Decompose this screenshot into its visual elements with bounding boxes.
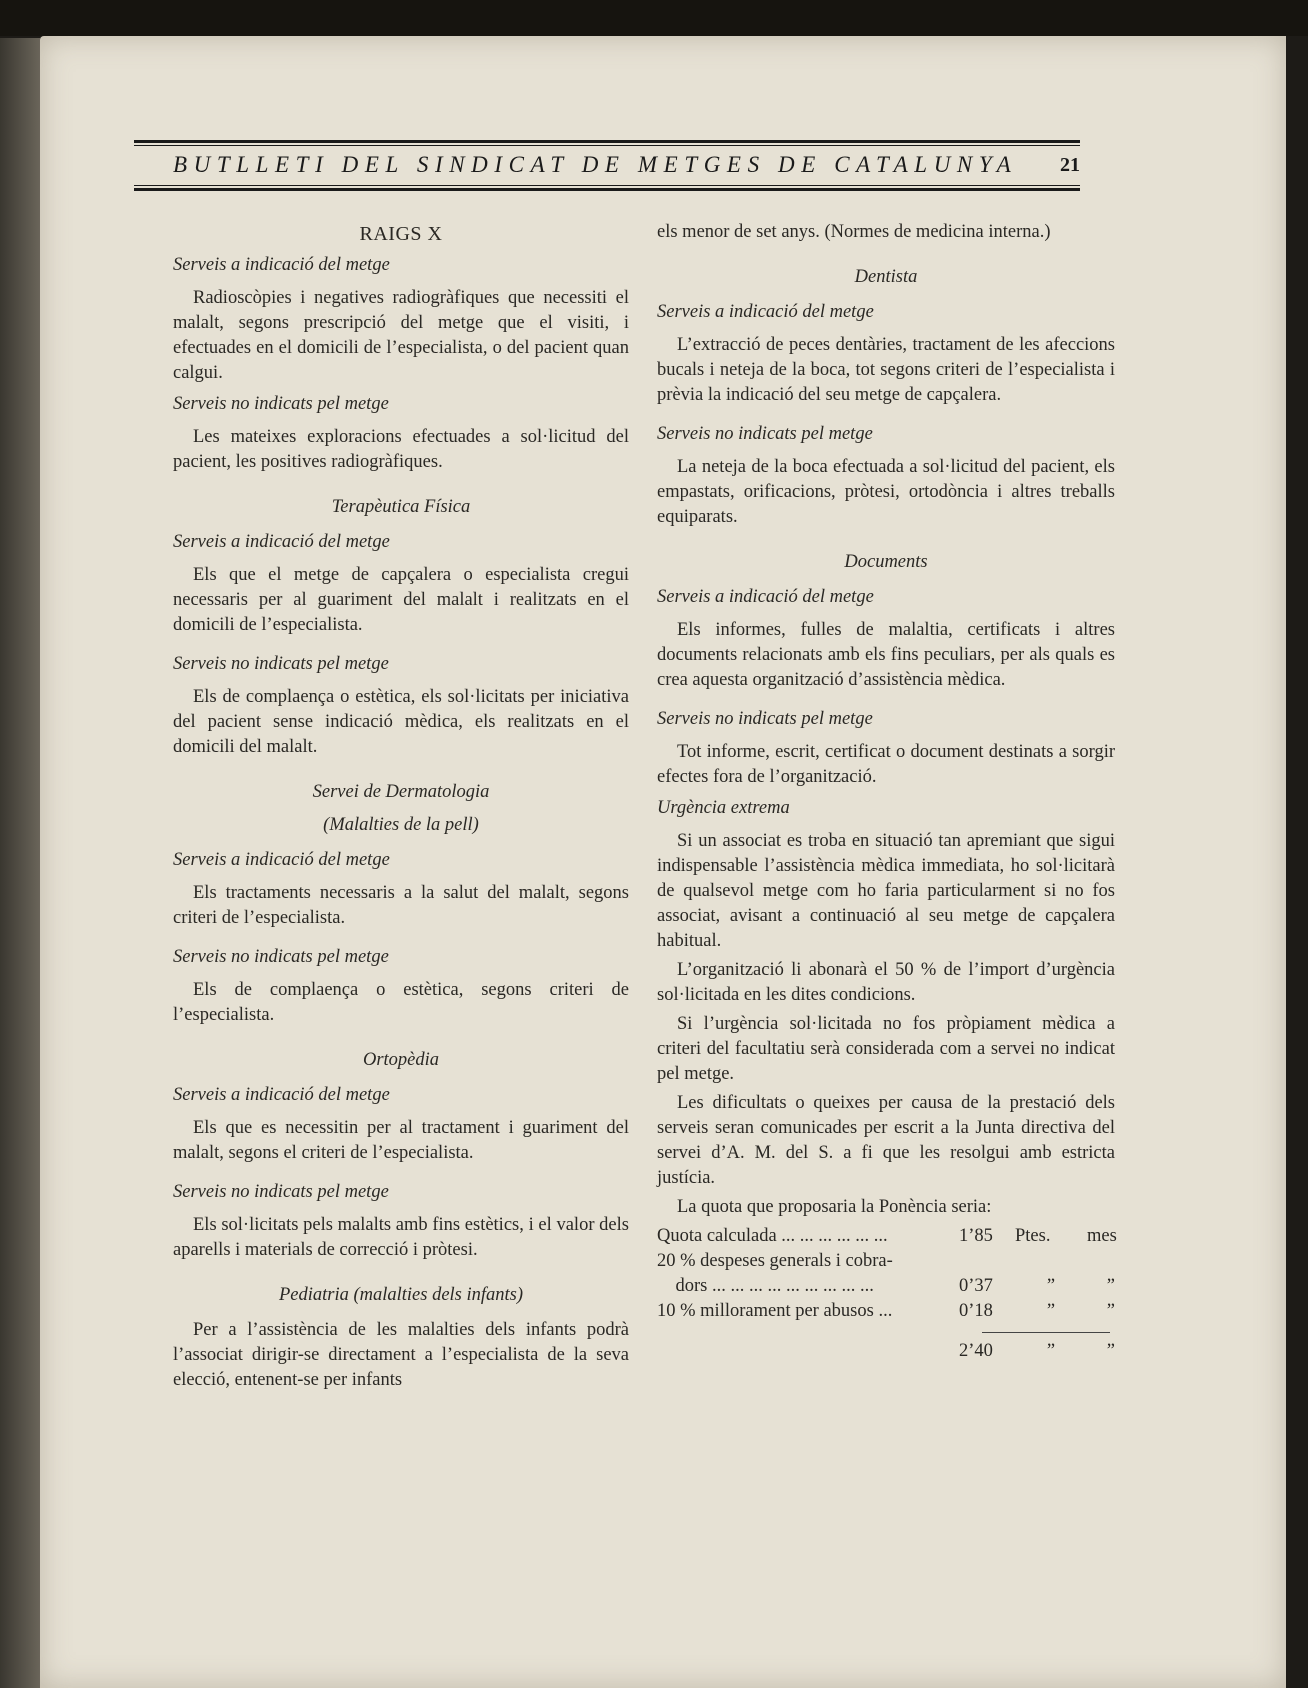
paragraph: Els de complaença o estètica, segons criteri de l’especialista. bbox=[173, 980, 629, 1025]
fee-row bbox=[657, 1274, 1115, 1299]
subheading: Serveis no indicats pel metge bbox=[657, 709, 873, 729]
fee-unit: ” bbox=[1046, 1301, 1056, 1321]
fee-amount: 1’85 bbox=[959, 1226, 993, 1246]
paragraph-continuation: els menor de set anys. (Normes de medicina interna.) bbox=[657, 222, 1051, 242]
subheading: Serveis a indicació del metge bbox=[173, 255, 390, 275]
fee-label: 10 % millorament per abusos ... bbox=[657, 1301, 893, 1321]
header-rule-top bbox=[134, 140, 1080, 146]
header-rule-bottom bbox=[134, 185, 1080, 191]
section-title-raigs-x: RAIGS X bbox=[359, 223, 443, 245]
paragraph: Si un associat es troba en situació tan apremiant que sigui indispensable l’assistència mèdica immediata, ho sol·licitarà de qualsevol metge com ho faria particularment si no fos associat, avisant a continuació al seu metge de capçalera habitual. bbox=[657, 831, 1115, 951]
right-column bbox=[657, 220, 1115, 1364]
fee-unit-secondary: ” bbox=[1106, 1301, 1115, 1321]
section-heading-documents: Documents bbox=[844, 552, 928, 572]
left-column bbox=[173, 220, 629, 1397]
subheading: Serveis no indicats pel metge bbox=[173, 1182, 389, 1202]
subheading-urgencia: Urgència extrema bbox=[657, 798, 790, 818]
paragraph: La neteja de la boca efectuada a sol·licitud del pacient, els empastats, orificacions, pròtesi, ortodòncia i altres treballs equiparats. bbox=[657, 457, 1115, 527]
fee-unit: Ptes. bbox=[1015, 1226, 1051, 1246]
paragraph: Els de complaença o estètica, els sol·licitats per iniciativa del pacient sense indicació mèdica, els realitzats en el domicili del malalt. bbox=[173, 687, 629, 757]
fee-total-amount: 2’40 bbox=[959, 1341, 993, 1361]
fee-total-row bbox=[657, 1339, 1115, 1364]
paragraph: Per a l’assistència de les malalties dels infants podrà l’associat dirigir-se directament a l’especialista de la seva elecció, entenent-se per infants bbox=[173, 1320, 629, 1390]
section-heading-malalties-pell: (Malalties de la pell) bbox=[323, 815, 479, 835]
paragraph: Els que es necessitin per al tractament i guariment del malalt, segons el criteri de l’especialista. bbox=[173, 1118, 629, 1163]
paragraph: Si l’urgència sol·licitada no fos pròpiament mèdica a criteri del facultatiu serà considerada com a servei no indicat pel metge. bbox=[657, 1014, 1115, 1084]
paragraph: La quota que proposaria la Ponència seria: bbox=[677, 1197, 992, 1217]
paragraph: Radioscòpies i negatives radiogràfiques que necessiti el malalt, segons prescripció del metge que el visiti, i efectuades en el domicili de l’especialista, o del pacient quan calgui. bbox=[173, 288, 629, 383]
scan-left-border bbox=[0, 38, 40, 1688]
subheading: Serveis a indicació del metge bbox=[173, 532, 390, 552]
paragraph: Els informes, fulles de malaltia, certificats i altres documents relacionats amb els fins peculiars, per als quals es crea aquesta organització d’assistència mèdica. bbox=[657, 620, 1115, 690]
page-number: 21 bbox=[1060, 154, 1080, 176]
paragraph: L’organització li abonarà el 50 % de l’import d’urgència sol·licitada en les dites condicions. bbox=[657, 960, 1115, 1005]
fee-table bbox=[657, 1224, 1115, 1364]
section-heading-ortopedia: Ortopèdia bbox=[362, 1050, 440, 1070]
fee-row bbox=[657, 1224, 1115, 1249]
fee-amount: 0’37 bbox=[959, 1276, 993, 1296]
paragraph: Tot informe, escrit, certificat o document destinats a sorgir efectes fora de l’organització. bbox=[657, 742, 1115, 787]
fee-unit-secondary: ” bbox=[1106, 1341, 1115, 1361]
journal-title: BUTLLETI DEL SINDICAT DE METGES DE CATALUNYA bbox=[173, 152, 1018, 177]
sum-rule bbox=[982, 1332, 1110, 1333]
subheading: Serveis a indicació del metge bbox=[173, 1085, 390, 1105]
paragraph: Els tractaments necessaris a la salut del malalt, segons criteri de l’especialista. bbox=[173, 883, 629, 928]
subheading: Serveis no indicats pel metge bbox=[657, 424, 873, 444]
fee-unit: ” bbox=[1046, 1276, 1056, 1296]
paragraph: Els sol·licitats pels malalts amb fins estètics, i el valor dels aparells i materials de correcció i pròtesi. bbox=[173, 1215, 629, 1260]
fee-label: dors ... ... ... ... ... ... ... ... ... bbox=[657, 1276, 874, 1296]
subheading: Serveis a indicació del metge bbox=[657, 302, 874, 322]
running-header bbox=[134, 152, 1080, 186]
section-heading-dentista: Dentista bbox=[854, 267, 918, 287]
paragraph: Les dificultats o queixes per causa de la prestació dels serveis seran comunicades per escrit a la Junta directiva del servei d’A. M. del S. a fi que les resolgui amb estricta justícia. bbox=[657, 1093, 1115, 1188]
scan-top-border bbox=[0, 0, 1308, 36]
subheading: Serveis no indicats pel metge bbox=[173, 654, 389, 674]
fee-row bbox=[657, 1299, 1115, 1324]
fee-unit-secondary: ” bbox=[1106, 1276, 1115, 1296]
subheading: Serveis a indicació del metge bbox=[173, 850, 390, 870]
paragraph: Les mateixes exploracions efectuades a sol·licitud del pacient, les positives radiogràfiques. bbox=[173, 427, 629, 472]
fee-row bbox=[657, 1249, 1115, 1274]
fee-label: Quota calculada ... ... ... ... ... ... bbox=[657, 1226, 888, 1246]
fee-label: 20 % despeses generals i cobra- bbox=[657, 1251, 893, 1271]
section-heading-dermatologia: Servei de Dermatologia bbox=[312, 782, 490, 802]
paragraph: Els que el metge de capçalera o especialista cregui necessaris per al guariment del malalt i realitzats en el domicili de l’especialista. bbox=[173, 565, 629, 635]
fee-unit: ” bbox=[1046, 1341, 1056, 1361]
subheading: Serveis no indicats pel metge bbox=[173, 947, 389, 967]
section-heading-terapeutica: Terapèutica Física bbox=[331, 497, 471, 517]
subheading: Serveis a indicació del metge bbox=[657, 587, 874, 607]
fee-unit-secondary: mes bbox=[1087, 1226, 1117, 1246]
fee-amount: 0’18 bbox=[959, 1301, 993, 1321]
paragraph: L’extracció de peces dentàries, tractament de les afeccions bucals i neteja de la boca, tot segons criteri de l’especialista i prèvia la indicació del seu metge de capçalera. bbox=[657, 335, 1115, 405]
subheading: Serveis no indicats pel metge bbox=[173, 394, 389, 414]
section-heading-pediatria: Pediatria (malalties dels infants) bbox=[278, 1285, 524, 1305]
